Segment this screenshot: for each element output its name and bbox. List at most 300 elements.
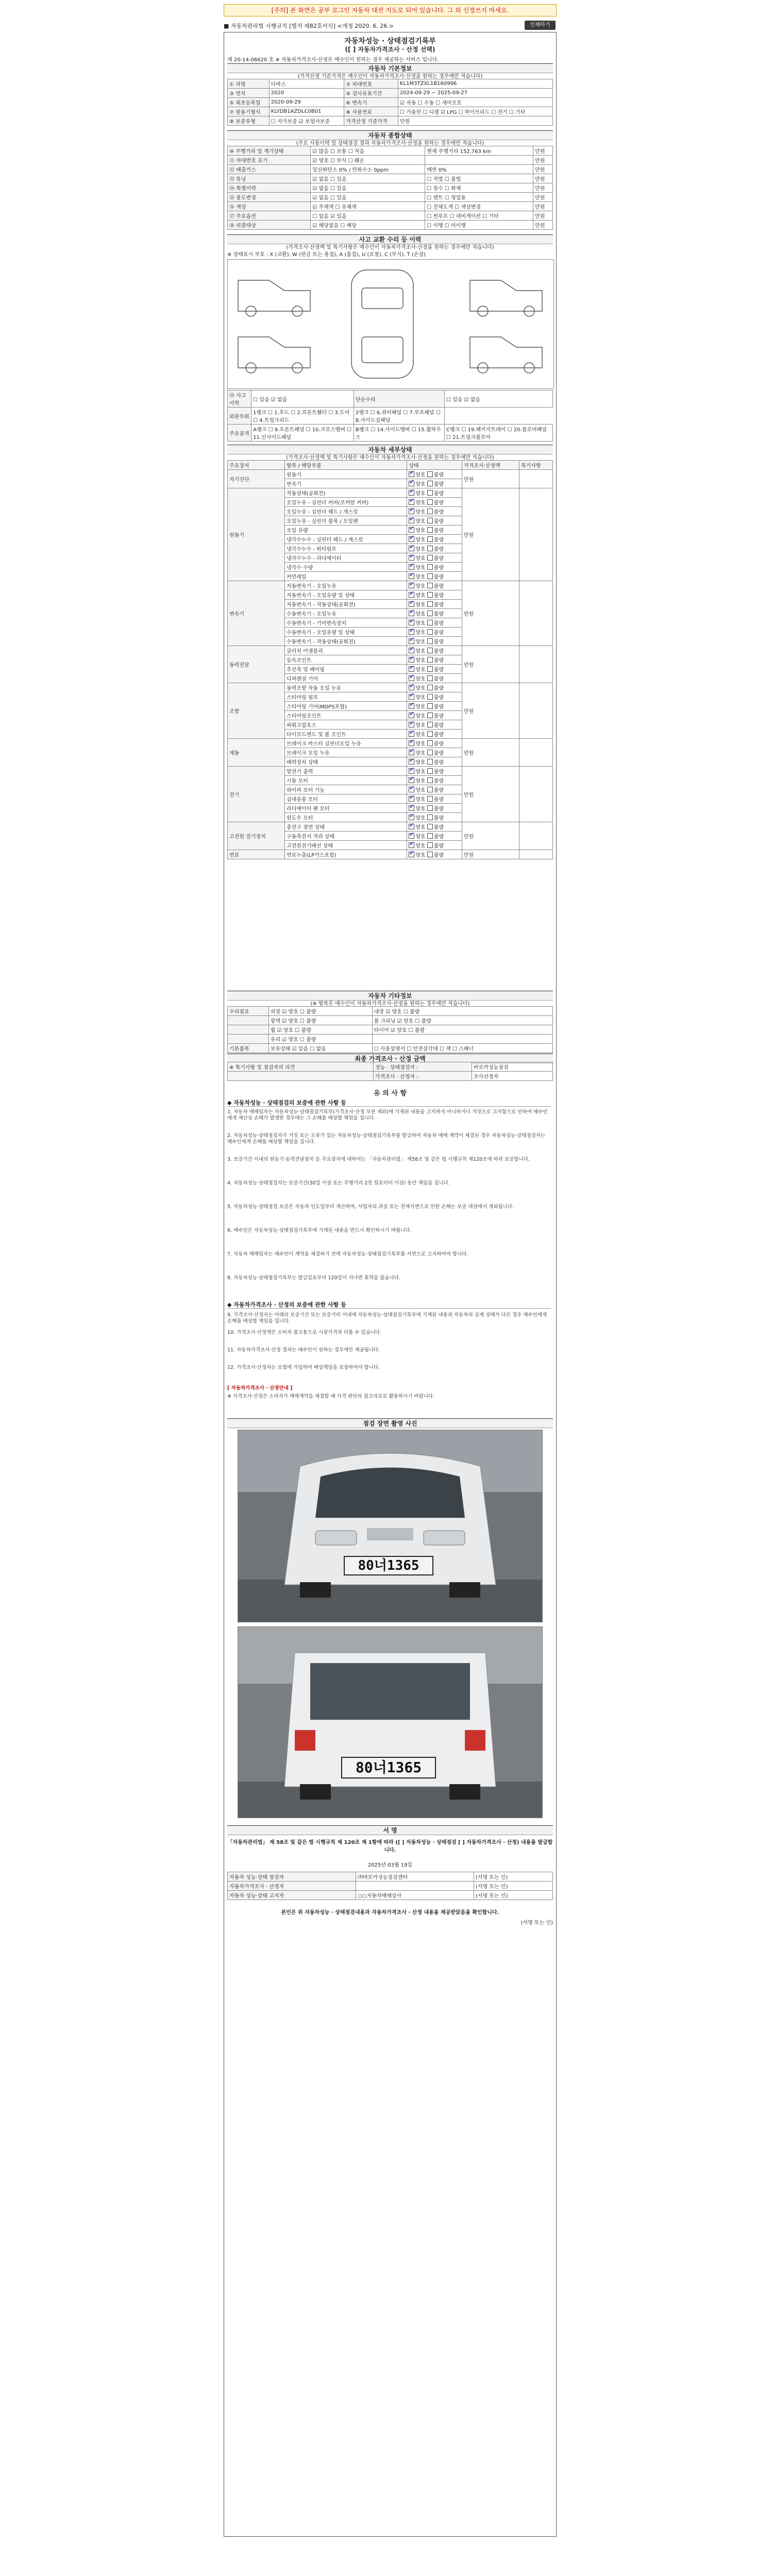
basic-info-cell: ② 차대번호 <box>344 79 398 89</box>
detail-status-cell: ✔ 양호 불량 <box>407 841 462 850</box>
price-cell: 성능 · 상태점검자 : <box>373 1062 472 1072</box>
basic-info-row <box>228 116 553 126</box>
options-row <box>228 1035 553 1044</box>
signature-cell: 자동차 성능·상태 점검자 <box>228 1872 356 1882</box>
checked-icon <box>409 713 414 718</box>
front-photo <box>238 1430 543 1622</box>
options-cell: 유리 ☑ 양호 ☐ 불량 <box>268 1035 372 1044</box>
status-summary-cell: ☑ 없음 ☐ 있음 <box>311 193 425 202</box>
caution-paragraph: 11. 자동차가격조사·산정 결과는 매수인이 원하는 경우에만 제공됩니다. <box>227 1347 380 1353</box>
detail-status-cell: ✔ 양호 불량 <box>407 581 462 590</box>
status-summary-cell: ⑫ 배출가스 <box>228 165 311 174</box>
detail-status-cell: ✔ 양호 불량 <box>407 692 462 702</box>
basic-info-cell: ☑ 자동 ☐ 수동 ☐ 세미오토 <box>398 98 553 107</box>
status-summary-cell: 만원 <box>533 202 553 211</box>
options-cell: 보유상태 ☑ 있음 ☐ 없음 <box>268 1044 372 1053</box>
unchecked-icon <box>427 629 433 635</box>
basic-info-row <box>228 107 553 116</box>
checked-icon <box>409 499 414 505</box>
status-summary-cell: ☑ 많음 ☐ 보통 ☐ 적음 <box>311 146 425 156</box>
status-summary-cell: ⑭ 특별이력 <box>228 183 311 193</box>
status-summary-cell: ☐ 썬루프 ☐ 네비게이션 ☐ 기타 <box>425 211 533 221</box>
status-summary-cell: 만원 <box>533 183 553 193</box>
detail-status-cell: ✔ 양호 불량 <box>407 563 462 572</box>
checked-icon <box>409 675 414 681</box>
checked-icon <box>409 527 414 533</box>
detail-status-cell: ✔ 양호 불량 <box>407 479 462 488</box>
price-cell: 가격조사 · 산정자 : <box>373 1072 472 1081</box>
detail-row <box>228 739 553 748</box>
checked-icon <box>409 657 414 663</box>
price-row <box>228 1062 553 1072</box>
unchecked-icon <box>427 657 433 663</box>
unchecked-icon <box>427 620 433 625</box>
detail-item-cell: 자동변속기 - 작동상태(공회전) <box>284 600 407 609</box>
unchecked-icon <box>427 555 433 561</box>
detail-item-cell: 클러치 어셈블리 <box>284 646 407 655</box>
detail-status-cell: ✔ 양호 불량 <box>407 590 462 600</box>
options-cell <box>372 1035 552 1044</box>
detail-item-cell: 충전구 절연 상태 <box>284 822 407 832</box>
pricing-guide-body: ※ 가격조사·산정은 소비자가 매매계약을 체결할 때 가격 판단의 참고자료로 활용하시기 바랍니다. <box>227 1394 435 1399</box>
checked-icon <box>409 601 414 607</box>
detail-price-cell: 만원 <box>462 739 519 767</box>
signature-cell: ○○자동차매매상사 <box>356 1891 474 1900</box>
status-summary-cell: 만원 <box>533 174 553 183</box>
detail-item-cell: 원동기 <box>284 470 407 479</box>
detail-status-cell: ✔ 양호 불량 <box>407 655 462 665</box>
detail-item-cell: 동력조향 작동 오일 누유 <box>284 683 407 692</box>
options-cell: 휠 ☑ 양호 ☐ 불량 <box>268 1025 372 1035</box>
detail-status-cell: ✔ 양호 불량 <box>407 702 462 711</box>
checked-icon <box>409 852 414 857</box>
frame-table <box>227 390 553 442</box>
checked-icon <box>409 787 414 792</box>
detail-header-cell: 상태 <box>407 461 462 470</box>
basic-info-cell: ⑥ 변속기 <box>344 98 398 107</box>
checked-icon <box>409 481 414 486</box>
unchecked-icon <box>427 740 433 746</box>
price-cell: 바로카성능점검 <box>472 1062 552 1072</box>
signature-row <box>228 1872 553 1882</box>
status-summary-cell: ⑬ 튜닝 <box>228 174 311 183</box>
detail-status-cell: ✔ 양호 불량 <box>407 739 462 748</box>
detail-item-cell: 고전원전기배선 상태 <box>284 841 407 850</box>
unchecked-icon <box>427 583 433 588</box>
status-summary-cell <box>425 156 533 165</box>
detail-price-cell: 만원 <box>462 488 519 581</box>
detail-status-cell: ✔ 양호 불량 <box>407 832 462 841</box>
detail-status-cell: ✔ 양호 불량 <box>407 572 462 581</box>
detail-note-cell <box>519 488 552 581</box>
unchecked-icon <box>427 675 433 681</box>
detail-header-cell: 특기사항 <box>519 461 552 470</box>
checked-icon <box>409 648 414 653</box>
detail-item-cell: 브레이크 마스터 실린더오일 누유 <box>284 739 407 748</box>
checked-icon <box>409 471 414 477</box>
unchecked-icon <box>427 527 433 533</box>
detail-item-cell: 냉각수누수 - 라디에이터 <box>284 553 407 563</box>
detail-note-cell <box>519 581 552 646</box>
print-button[interactable]: 인쇄하기 <box>525 21 556 30</box>
accident-cell: ☐ 있음 ☑ 없음 <box>251 391 354 408</box>
status-summary-row <box>228 165 553 174</box>
signature-heading: 서 명 <box>227 1825 553 1835</box>
checked-icon <box>409 796 414 802</box>
status-summary-cell: 만원 <box>533 156 553 165</box>
basic-info-table <box>227 79 553 126</box>
basic-info-heading: 자동차 기본정보 <box>227 63 553 73</box>
detail-header-cell: 항목 / 해당부품 <box>284 461 407 470</box>
detail-item-cell: 수동변속기 - 오일누유 <box>284 609 407 618</box>
options-cell: 룸 크리닝 ☑ 양호 ☐ 불량 <box>372 1016 552 1025</box>
warranty-title: ◆ 자동차성능 · 상태점검의 보증에 관한 사항 등 <box>227 1100 551 1107</box>
detail-status-cell: ✔ 양호 불량 <box>407 600 462 609</box>
signature-statement: 「자동차관리법」 제 58조 및 같은 법 시행규칙 제 120조 제 1항에 따라 ([ ] 자동차성능 · 상태점검 [ ] 자동차가격조사 · 산정) 내용을 발급합니다. <box>227 1840 553 1853</box>
notice-banner: [주의] 본 화면은 공부 로그인 자동차 대전 지도로 되어 있습니다. 그 외 신경쓰지 마세요. <box>224 4 557 16</box>
detail-group-cell: 고전원 전기장치 <box>228 822 285 850</box>
caution-paragraph: 9. 가격조사·산정자는 아래의 보증기간 또는 보증거리 이내에 자동차성능·상태점검기록부에 기재된 내용과 자동차의 실제 상태가 다른 경우 매수인에게 손해를 배상할 책임을 집니다. <box>227 1312 547 1325</box>
photo-heading: 점검 장면 촬영 사진 <box>227 1418 553 1428</box>
detail-item-cell: 자동변속기 - 오일누유 <box>284 581 407 590</box>
detail-status-cell: ✔ 양호 불량 <box>407 776 462 785</box>
detail-status-cell: ✔ 양호 불량 <box>407 785 462 794</box>
unchecked-icon <box>427 564 433 570</box>
detail-status-cell: ✔ 양호 불량 <box>407 646 462 655</box>
detail-item-cell: 냉각수누수 - 워터펌프 <box>284 544 407 553</box>
status-summary-cell: ☑ 없음 ☐ 있음 <box>311 183 425 193</box>
unchecked-icon <box>427 546 433 551</box>
accident-row <box>228 391 553 408</box>
detail-status-cell: ✔ 양호 불량 <box>407 488 462 498</box>
caution-paragraph: 3. 보증기간 이내의 원동기·동력전달장치 등 주요장치에 대하여는 「자동차관리법」 제58조 및 같은 법 시행규칙 제120조에 따라 보증합니다. <box>227 1157 530 1162</box>
basic-info-cell: ⑨ 보증유형 <box>228 116 270 126</box>
checked-icon <box>409 546 414 551</box>
rear-photo <box>238 1626 543 1818</box>
detail-item-cell: 추진축 및 베어링 <box>284 665 407 674</box>
detail-status-cell: ✔ 양호 불량 <box>407 804 462 813</box>
signature-cell: ㈜바로카성능점검센터 <box>356 1872 474 1882</box>
basic-info-cell: ⑤ 최초등록일 <box>228 98 270 107</box>
detail-item-cell: 구동축전지 격리 상태 <box>284 832 407 841</box>
basic-info-cell: ⑦ 원동기형식 <box>228 107 270 116</box>
unchecked-icon <box>427 768 433 774</box>
detail-status-cell: ✔ 양호 불량 <box>407 813 462 822</box>
unchecked-icon <box>427 805 433 811</box>
basic-info-cell: ⑧ 사용연료 <box>344 107 398 116</box>
signature-row <box>228 1882 553 1891</box>
unchecked-icon <box>427 666 433 672</box>
unchecked-icon <box>427 592 433 598</box>
detail-row <box>228 488 553 498</box>
accident-cell: ☐ 있음 ☑ 없음 <box>444 391 552 408</box>
unchecked-icon <box>427 777 433 783</box>
unchecked-icon <box>427 722 433 727</box>
status-summary-cell: ☐ 침수 ☐ 화재 <box>425 183 533 193</box>
detail-item-cell: 수동변속기 - 기어변속장치 <box>284 618 407 628</box>
status-summary-row <box>228 183 553 193</box>
status-summary-cell: ⑯ 색상 <box>228 202 311 211</box>
checked-icon <box>409 573 414 579</box>
detail-item-cell: 와이퍼 모터 기능 <box>284 785 407 794</box>
detail-item-cell: 스티어링 기어(MDPS포함) <box>284 702 407 711</box>
detail-item-cell: 타이로드엔드 및 볼 조인트 <box>284 730 407 739</box>
caution-heading: 유 의 사 항 <box>374 1090 407 1097</box>
status-summary-table <box>227 146 553 230</box>
price-heading: 최종 가격조사 · 산정 금액 <box>227 1054 553 1063</box>
status-summary-cell: ☐ 렌트 ☐ 영업용 <box>425 193 533 202</box>
options-cell <box>228 1025 269 1035</box>
unchecked-icon <box>427 824 433 829</box>
status-summary-row <box>228 146 553 156</box>
detail-item-cell: 스티어링 펌프 <box>284 692 407 702</box>
checked-icon <box>409 629 414 635</box>
detail-item-cell: 오일 유량 <box>284 526 407 535</box>
detail-status-cell: ✔ 양호 불량 <box>407 637 462 646</box>
unchecked-icon <box>427 601 433 607</box>
detail-row <box>228 822 553 832</box>
detail-item-cell: 배력장치 상태 <box>284 757 407 767</box>
detail-status-cell: ✔ 양호 불량 <box>407 498 462 507</box>
detail-note: (가격조사·산정액 및 특기사항은 매수인이 자동차가격조사·산정을 원하는 경우에만 적습니다) <box>286 455 494 461</box>
status-summary-cell: ☐ 적법 ☐ 불법 <box>425 174 533 183</box>
status-summary-row <box>228 193 553 202</box>
detail-item-cell: 오일누유 - 실린더 헤드 / 개스킷 <box>284 507 407 516</box>
pricing-guide-title: [ 자동차가격조사 · 산정안내 ] <box>227 1385 293 1391</box>
price-cell: 조사산정자 <box>472 1072 552 1081</box>
options-cell <box>228 1016 269 1025</box>
status-summary-cell: 만원 <box>533 146 553 156</box>
detail-group-cell: 제동 <box>228 739 285 767</box>
detail-status-cell: ✔ 양호 불량 <box>407 757 462 767</box>
detail-price-cell: 만원 <box>462 822 519 850</box>
detail-item-cell: 작동상태(공회전) <box>284 488 407 498</box>
status-summary-cell: 만원 <box>533 221 553 230</box>
caution-paragraph: 10. 가격조사·산정액은 소비자 참고용으로 시장가격과 다를 수 있습니다. <box>227 1330 382 1335</box>
detail-price-cell: 만원 <box>462 767 519 822</box>
detail-item-cell: 커먼레일 <box>284 572 407 581</box>
unchecked-icon <box>427 518 433 523</box>
rear-license-plate: 80너1365 <box>341 1757 436 1778</box>
basic-info-cell: 만원 <box>398 116 553 126</box>
detail-header-cell: 주요장치 <box>228 461 285 470</box>
status-summary-cell: ⑮ 용도변경 <box>228 193 311 202</box>
basic-info-cell: 2020 <box>269 89 344 98</box>
status-summary-cell: 매연 0% <box>425 165 533 174</box>
detail-note-cell <box>519 646 552 683</box>
status-summary-row <box>228 221 553 230</box>
outer-panel-row <box>228 408 553 425</box>
checked-icon <box>409 666 414 672</box>
status-summary-row <box>228 211 553 221</box>
record-title: 자동차성능 · 상태점검기록부 <box>344 37 436 45</box>
main-frame-cell: 주요골격 <box>228 425 251 442</box>
outer-panel-cell: 외판부위 <box>228 408 251 425</box>
checked-icon <box>409 824 414 829</box>
checked-icon <box>409 722 414 727</box>
unchecked-icon <box>427 573 433 579</box>
detail-status-cell: ✔ 양호 불량 <box>407 535 462 544</box>
outer-panel-cell: 2랭크 ☐ 6.쿼터패널 ☐ 7.루프패널 ☐ 8.사이드실패널 <box>354 408 444 425</box>
checked-icon <box>409 768 414 774</box>
detail-note-cell <box>519 470 552 488</box>
receipt-statement: 본인은 위 자동차성능 · 상태점검내용과 자동차가격조사 · 산정 내용을 제공받았음을 확인합니다. <box>281 1910 499 1916</box>
caution-paragraph: 1. 자동차 매매업자는 자동차성능·상태점검기록부(가격조사·산정 부분 제외)에 기재된 내용을 고지하지 아니하거나 거짓으로 고지함으로 인하여 매수인에게 재산상 손해가 발생한 경우에는 그 손해를 배상할 책임을 집니다. <box>227 1109 548 1122</box>
status-summary-note: (주요 사용이력 및 상태점검 결과 자동차가격조사·산정을 원하는 경우에만 적습니다) <box>296 141 484 146</box>
detail-group-cell: 동력전달 <box>228 646 285 683</box>
detail-status-cell: ✔ 양호 불량 <box>407 850 462 859</box>
basic-info-row <box>228 79 553 89</box>
caution-paragraph: 7. 자동차 매매업자는 매수인이 계약을 체결하기 전에 자동차성능·상태점검기록부를 서면으로 고지하여야 합니다. <box>227 1251 468 1257</box>
detail-status-cell: ✔ 양호 불량 <box>407 822 462 832</box>
detail-row <box>228 581 553 590</box>
unchecked-icon <box>427 471 433 477</box>
status-summary-cell: ⑪ 차대번호 표기 <box>228 156 311 165</box>
status-summary-cell: ⑰ 주요옵션 <box>228 211 311 221</box>
detail-note-cell <box>519 822 552 850</box>
unchecked-icon <box>427 713 433 718</box>
detail-status-cell: ✔ 양호 불량 <box>407 553 462 563</box>
unchecked-icon <box>427 852 433 857</box>
detail-note-cell <box>519 767 552 822</box>
basic-info-cell: ☐ 자가보증 ☑ 보험사보증 <box>269 116 344 126</box>
options-cell: 기본품목 <box>228 1044 269 1053</box>
front-license-plate: 80너1365 <box>344 1556 433 1575</box>
main-frame-cell: A랭크 ☐ 9.프론트패널 ☐ 10.크로스멤버 ☐ 11.인사이드패널 <box>251 425 354 442</box>
detail-item-cell: 등속조인트 <box>284 655 407 665</box>
status-summary-row <box>228 156 553 165</box>
status-summary-cell: ☐ 이행 ☐ 미이행 <box>425 221 533 230</box>
detail-item-cell: 시동 모터 <box>284 776 407 785</box>
checked-icon <box>409 759 414 765</box>
detail-status-cell: ✔ 양호 불량 <box>407 711 462 720</box>
detail-header-cell: 가격조사·산정액 <box>462 461 519 470</box>
options-table <box>227 1006 553 1053</box>
options-row <box>228 1016 553 1025</box>
checked-icon <box>409 583 414 588</box>
unchecked-icon <box>427 638 433 644</box>
basic-info-row <box>228 98 553 107</box>
van-rear-image <box>238 1627 542 1818</box>
detail-status-cell: ✔ 양호 불량 <box>407 720 462 730</box>
basic-info-cell: ☐ 가솔린 ☐ 디젤 ☑ LPG ☐ 하이브리드 ☐ 전기 ☐ 기타 <box>398 107 553 116</box>
checked-icon <box>409 490 414 496</box>
detail-table <box>227 460 553 859</box>
detail-status-cell: ✔ 양호 불량 <box>407 665 462 674</box>
detail-price-cell: 만원 <box>462 683 519 739</box>
options-row <box>228 1025 553 1035</box>
detail-note-cell <box>519 739 552 767</box>
caution-paragraph: 2. 자동차성능·상태점검자가 거짓 또는 오류가 있는 자동차성능·상태점검기록부를 발급하여 자동차 매매 계약이 체결된 경우 자동차성능·상태점검자는 매수인에게 손해를 배상할 책임을 집니다. <box>227 1133 546 1145</box>
checked-icon <box>409 611 414 616</box>
basic-info-note: (가격산정 기준가격은 매수인이 자동차가격조사·산정을 원하는 경우에만 적습니다) <box>297 74 483 79</box>
checked-icon <box>409 620 414 625</box>
main-frame-row <box>228 425 553 442</box>
options-cell: 수리필요 <box>228 1007 269 1016</box>
unchecked-icon <box>427 731 433 737</box>
checked-icon <box>409 740 414 746</box>
form-reference: ■ 자동차관리법 시행규칙 [별지 제82호서식] <개정 2020. 6. 26.> <box>224 23 394 29</box>
signature-cell <box>356 1882 474 1891</box>
unchecked-icon <box>427 509 433 514</box>
outer-panel-cell: 1랭크 ☐ 1.후드 ☐ 2.프론트휀더 ☐ 3.도어 ☐ 4.트렁크리드 <box>251 408 354 425</box>
status-summary-cell: ☑ 없음 ☐ 있음 <box>311 174 425 183</box>
basic-info-cell: KL1M3TZXL1B160996 <box>398 79 553 89</box>
detail-item-cell: 연료누출(LP가스포함) <box>284 850 407 859</box>
status-summary-row <box>228 202 553 211</box>
unchecked-icon <box>427 703 433 709</box>
checked-icon <box>409 638 414 644</box>
detail-item-cell: 디퍼렌셜 기어 <box>284 674 407 683</box>
caution-paragraph: 6. 매수인은 자동차성능·상태점검기록부에 기재된 내용을 반드시 확인하시기 바랍니다. <box>227 1228 412 1233</box>
status-summary-cell: 현재 주행거리 152,763 km <box>425 146 533 156</box>
checked-icon <box>409 777 414 783</box>
detail-item-cell: 수동변속기 - 작동상태(공회전) <box>284 637 407 646</box>
basic-info-cell: 2024-09-29 ~ 2025-09-27 <box>398 89 553 98</box>
checked-icon <box>409 703 414 709</box>
vehicle-diagram <box>227 259 554 389</box>
detail-group-cell: 원동기 <box>228 488 285 581</box>
detail-status-cell: ✔ 양호 불량 <box>407 674 462 683</box>
status-summary-cell: ☑ 양호 ☐ 부식 ☐ 훼손 <box>311 156 425 165</box>
status-summary-cell: 만원 <box>533 193 553 202</box>
basic-info-row <box>228 89 553 98</box>
detail-item-cell: 자동변속기 - 오일유량 및 상태 <box>284 590 407 600</box>
detail-price-cell: 만원 <box>462 850 519 859</box>
certificate-line: 제 20-14-06620 호 ※ 자동차가격조사·산정은 매수인이 원하는 경우 제공하는 서비스 입니다. <box>227 57 439 63</box>
status-summary-cell: 일산화탄소 0% / 탄화수소 0ppm <box>311 165 425 174</box>
checked-icon <box>409 685 414 690</box>
detail-group-cell: 변속기 <box>228 581 285 646</box>
detail-item-cell: 수동변속기 - 오일유량 및 상태 <box>284 628 407 637</box>
detail-item-cell: 파워고압호스 <box>284 720 407 730</box>
status-summary-heading: 자동차 종합상태 <box>227 130 553 140</box>
options-cell: ☐ 사용설명서 ☐ 안전삼각대 ☐ 잭 ☐ 스패너 <box>372 1044 552 1053</box>
basic-info-cell: 2020-09-29 <box>269 98 344 107</box>
options-cell: 광택 ☑ 양호 ☐ 불량 <box>268 1016 372 1025</box>
detail-item-cell: 브레이크 오일 누유 <box>284 748 407 757</box>
detail-status-cell: ✔ 양호 불량 <box>407 609 462 618</box>
checked-icon <box>409 536 414 542</box>
checked-icon <box>409 555 414 561</box>
options-note: (※ 항목은 매수인이 자동차가격조사·산정을 원하는 경우에만 적습니다) <box>310 1001 470 1007</box>
detail-status-cell: ✔ 양호 불량 <box>407 767 462 776</box>
detail-item-cell: 냉각수 수량 <box>284 563 407 572</box>
detail-status-cell: ✔ 양호 불량 <box>407 748 462 757</box>
unchecked-icon <box>427 499 433 505</box>
van-front-image <box>238 1430 542 1622</box>
unchecked-icon <box>427 611 433 616</box>
unchecked-icon <box>427 490 433 496</box>
detail-heading: 자동차 세부상태 <box>227 445 553 454</box>
unchecked-icon <box>427 536 433 542</box>
detail-row <box>228 683 553 692</box>
options-cell: 외장 ☑ 양호 ☐ 불량 <box>268 1007 372 1016</box>
unchecked-icon <box>427 796 433 802</box>
signature-table <box>227 1872 553 1900</box>
detail-row <box>228 470 553 479</box>
detail-item-cell: 라디에이터 팬 모터 <box>284 804 407 813</box>
price-cell: ※ 특기사항 및 점검자의 의견 <box>228 1062 374 1072</box>
detail-note-cell <box>519 850 552 859</box>
status-summary-cell: ☑ 무채색 ☐ 유채색 <box>311 202 425 211</box>
unchecked-icon <box>427 481 433 486</box>
unchecked-icon <box>427 815 433 820</box>
checked-icon <box>409 833 414 839</box>
detail-item-cell: 윈도우 모터 <box>284 813 407 822</box>
status-legend: ※ 상태표시 부호 : X (교환), W (판금 또는 용접), A (흠집), U (요철), C (부식), T (손상) <box>227 252 426 258</box>
options-cell: 내장 ☑ 양호 ☐ 불량 <box>372 1007 552 1016</box>
